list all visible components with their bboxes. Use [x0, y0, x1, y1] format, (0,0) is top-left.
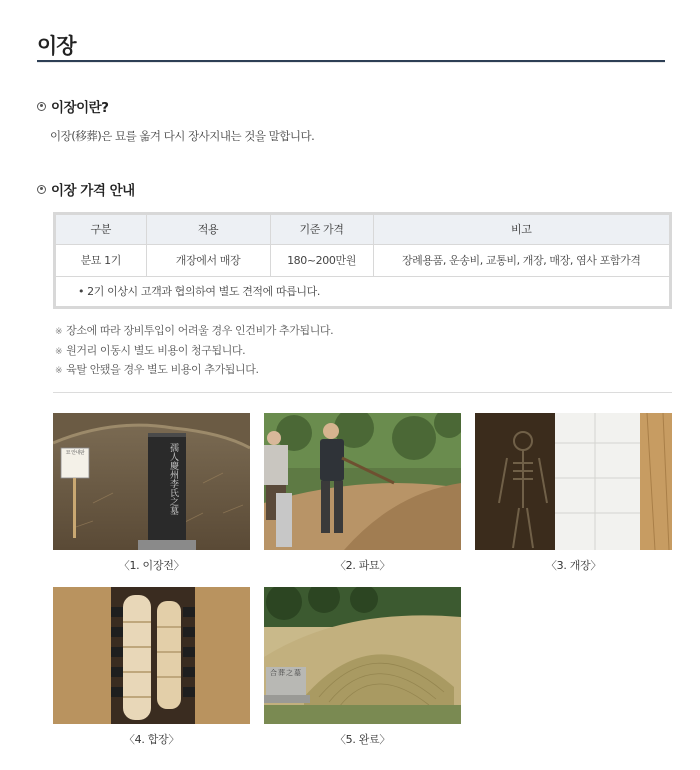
- column-header: 기준 가격: [270, 215, 373, 244]
- step-caption: 〈1. 이장전〉: [118, 559, 185, 572]
- column-header: 비고: [373, 215, 669, 244]
- page-title: 이장: [37, 34, 76, 58]
- intro-text: 이장(移葬)은 묘를 옮겨 다시 장사지내는 것을 말합니다.: [50, 129, 315, 143]
- photo-before-relocation: [53, 413, 250, 550]
- circle-bullet-icon: [37, 102, 46, 111]
- price-table: [56, 215, 669, 306]
- reference-mark: ※: [55, 327, 63, 337]
- table-cell: 분묘 1기: [56, 244, 146, 276]
- step-caption: 〈4. 합장〉: [123, 733, 180, 746]
- note-item: ※ 원거리 이동시 별도 비용이 청구됩니다.: [55, 343, 246, 357]
- photo-completed: [264, 587, 461, 724]
- photo-exhumation: [264, 413, 461, 550]
- price-table-container: [53, 212, 672, 309]
- table-cell: 180~200만원: [270, 244, 373, 276]
- grave-sign-text: 묘 안내판: [65, 450, 85, 456]
- column-header: 구분: [56, 215, 146, 244]
- intro-heading-label: 이장이란?: [51, 100, 109, 116]
- note-item: ※ 장소에 따라 장비투입이 어려울 경우 인건비가 추가됩니다.: [55, 324, 334, 337]
- table-row: [56, 244, 669, 276]
- step-caption: 〈5. 완료〉: [334, 733, 391, 746]
- photo-opening: [475, 413, 672, 550]
- pricing-heading-label: 이장 가격 안내: [51, 183, 135, 199]
- section-divider: [53, 392, 672, 393]
- reference-mark: ※: [55, 346, 63, 357]
- step-caption: 〈2. 파묘〉: [334, 559, 391, 572]
- notes-list: [55, 322, 333, 381]
- photo-joint-burial: [53, 587, 250, 724]
- column-header: 적용: [146, 215, 270, 244]
- title-divider-shadow: [37, 62, 665, 63]
- table-footnote-row: [56, 276, 669, 306]
- tombstone-inscription: 合葬之墓: [270, 669, 302, 677]
- table-footnote: • 2기 이상시 고객과 협의하여 별도 견적에 따릅니다.: [78, 285, 320, 299]
- pricing-heading: [37, 179, 135, 199]
- circle-bullet-icon: [37, 185, 46, 194]
- step-caption: 〈3. 개장〉: [545, 559, 602, 572]
- reference-mark: ※: [55, 366, 63, 376]
- intro-heading: [37, 96, 109, 116]
- note-item: ※ 육탈 안됐을 경우 별도 비용이 추가됩니다.: [55, 363, 259, 376]
- table-cell: 개장에서 매장: [146, 244, 270, 276]
- table-cell: 장례용품, 운송비, 교통비, 개장, 매장, 염사 포함가격: [373, 244, 669, 276]
- tombstone-inscription: 孺人慶州李氏之墓: [168, 443, 178, 515]
- table-header-row: [56, 215, 669, 244]
